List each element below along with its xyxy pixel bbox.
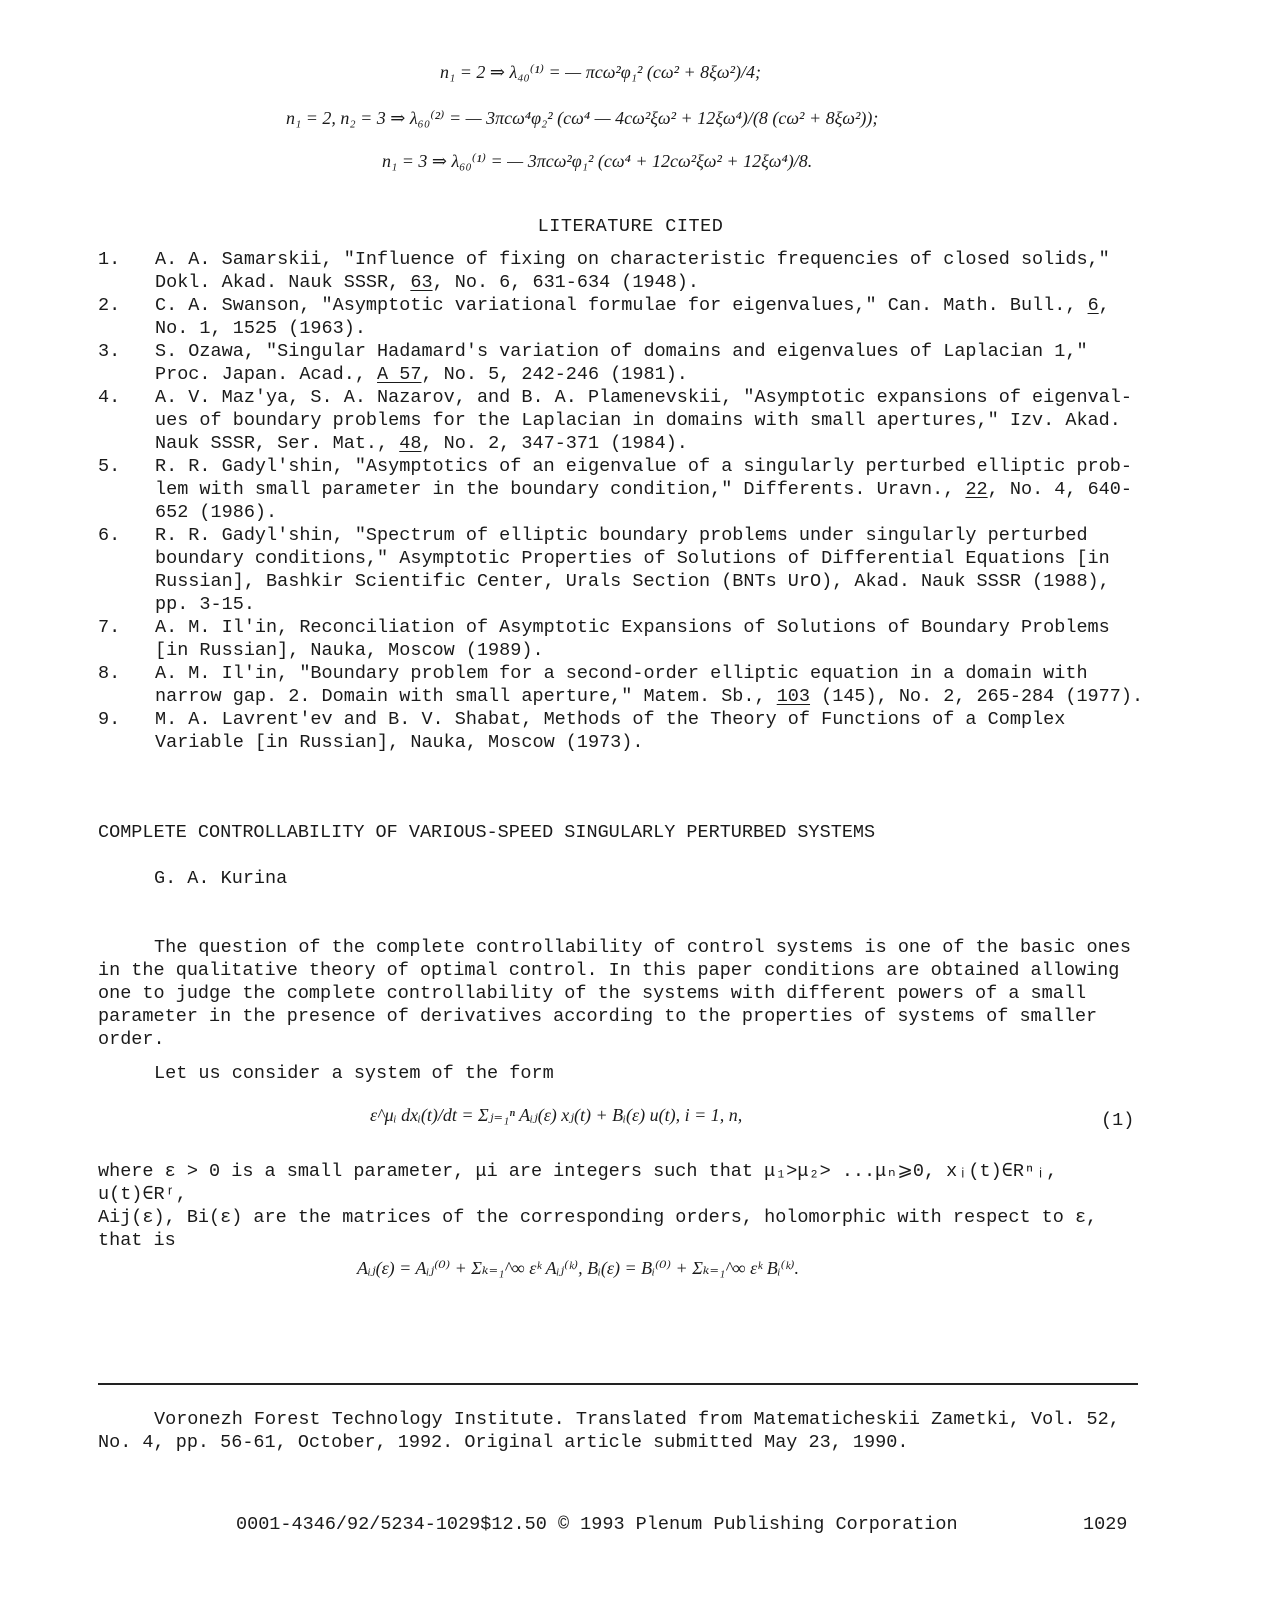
formula-n1-2: n₁ = 2 ⇒ λ₄₀⁽¹⁾ = — πcω²φ₁² (cω² + 8ξω²)/4;	[440, 62, 761, 82]
reference-item	[98, 248, 1178, 294]
reference-number: 8.	[98, 663, 121, 684]
reference-volume: 63	[410, 272, 433, 293]
article-title: COMPLETE CONTROLLABILITY OF VARIOUS-SPEED SINGULARLY PERTURBED SYSTEMS	[98, 822, 876, 843]
equation-1: ε^μᵢ dxᵢ(t)/dt = Σⱼ₌₁ⁿ Aᵢⱼ(ε) xⱼ(t) + Bᵢ(ε) u(t), i = 1, n,	[370, 1105, 743, 1125]
reference-text-part: , No. 4, 640- 652 (1986).	[155, 479, 1132, 523]
reference-text	[155, 294, 1178, 340]
reference-item	[98, 294, 1178, 340]
intro-paragraph: The question of the complete controllability of control systems is one of the basic ones in the qualitative theory of optimal control. In this paper conditions are obtained allowing one to judge the complete controllability of the systems with different powers of a small parameter in the presence of derivatives according to the properties of systems of smaller order.	[98, 937, 1131, 1050]
reference-number: 2.	[98, 295, 121, 316]
reference-text	[155, 524, 1178, 616]
reference-number: 6.	[98, 525, 121, 546]
formula-n1-3: n₁ = 3 ⇒ λ₆₀⁽¹⁾ = — 3πcω²φ₁² (cω⁴ + 12cω²ξω² + 12ξω⁴)/8.	[382, 151, 813, 171]
reference-text	[155, 455, 1178, 524]
reference-text-part: R. R. Gadyl'shin, "Spectrum of elliptic boundary problems under singularly perturbed boundary conditions," Asymptotic Properties of Solutions of Differential Equations [in Russian], Bashkir Scientific Center, Urals Section (BNTs UrO), Akad. Nauk SSSR (1988), pp. 3-15.	[155, 525, 1110, 615]
reference-text	[155, 248, 1178, 294]
reference-text	[155, 616, 1178, 662]
system-intro-paragraph: Let us consider a system of the form	[154, 1063, 554, 1084]
reference-text-part: , No. 2, 347-371 (1984).	[421, 433, 688, 454]
equation-2: Aᵢⱼ(ε) = Aᵢⱼ⁽⁰⁾ + Σₖ₌₁^∞ εᵏ Aᵢⱼ⁽ᵏ⁾, Bᵢ(ε) = Bᵢ⁽⁰⁾ + Σₖ₌₁^∞ εᵏ Bᵢ⁽ᵏ⁾.	[357, 1258, 800, 1278]
reference-item	[98, 340, 1178, 386]
reference-number: 5.	[98, 456, 121, 477]
reference-text-part: , No. 5, 242-246 (1981).	[421, 364, 688, 385]
reference-text-part: A. A. Samarskii, "Influence of fixing on characteristic frequencies of closed solids," Dokl. Akad. Nauk SSSR,	[155, 249, 1110, 293]
literature-heading: LITERATURE CITED	[537, 216, 724, 237]
reference-text-part: M. A. Lavrent'ev and B. V. Shabat, Methods of the Theory of Functions of a Complex Variable [in Russian], Nauka, Moscow (1973).	[155, 709, 1066, 753]
reference-volume: 48	[399, 433, 422, 454]
equation-number: (1)	[1101, 1110, 1135, 1131]
reference-item	[98, 524, 1178, 616]
reference-item	[98, 708, 1178, 754]
footnote: Voronezh Forest Technology Institute. Translated from Matematicheskii Zametki, Vol. 52, No. 4, pp. 56-61, October, 1992. Original article submitted May 23, 1990.	[98, 1409, 1120, 1453]
formula-n1-2-n2-3: n₁ = 2, n₂ = 3 ⇒ λ₆₀⁽²⁾ = — 3πcω⁴φ₂² (cω⁴ — 4cω²ξω² + 12ξω⁴)/(8 (cω² + 8ξω²));	[286, 108, 879, 128]
reference-text-part: , No. 1, 1525 (1963).	[155, 295, 1110, 339]
reference-item	[98, 662, 1178, 708]
reference-text-part: A. M. Il'in, "Boundary problem for a second-order elliptic equation in a domain with narrow gap. 2. Domain with small aperture," Matem. Sb.,	[155, 663, 1088, 707]
reference-text-part: A. V. Maz'ya, S. A. Nazarov, and B. A. Plamenevskii, "Asymptotic expansions of eigenval- ues of boundary problems for the Laplacian in domains with small apertures," Izv. Akad. Nauk SSSR, Ser. Mat.,	[155, 387, 1132, 454]
reference-volume: 103	[776, 686, 811, 707]
reference-item	[98, 616, 1178, 662]
reference-number: 1.	[98, 249, 121, 270]
reference-item	[98, 386, 1178, 455]
reference-list	[98, 248, 1178, 754]
page-number: 1029	[1083, 1514, 1128, 1535]
reference-text	[155, 662, 1178, 708]
reference-text	[155, 386, 1178, 455]
copyright-line: 0001-4346/92/5234-1029$12.50 © 1993 Plenum Publishing Corporation	[236, 1514, 958, 1535]
reference-text	[155, 708, 1178, 754]
author-name: G. A. Kurina	[154, 868, 288, 889]
reference-volume: A 57	[377, 364, 422, 385]
reference-text-part: , No. 6, 631-634 (1948).	[432, 272, 700, 293]
reference-text-part: A. M. Il'in, Reconciliation of Asymptotic Expansions of Solutions of Boundary Problems [in Russian], Nauka, Moscow (1989).	[155, 617, 1110, 661]
footnote-divider	[98, 1383, 1138, 1385]
reference-text-part: C. A. Swanson, "Asymptotic variational formulae for eigenvalues," Can. Math. Bull.,	[155, 295, 1088, 316]
reference-number: 3.	[98, 341, 121, 362]
reference-text-part: (145), No. 2, 265-284 (1977).	[810, 686, 1144, 707]
reference-number: 4.	[98, 387, 121, 408]
definitions-paragraph: where ε > 0 is a small parameter, μi are integers such that μ₁>μ₂> ...μₙ⩾0, xᵢ(t)∈Rⁿᵢ, u(t)∈Rʳ, Aij(ε), Bi(ε) are the matrices of the corresponding orders, holomorphic with respect to ε, that is	[98, 1161, 1098, 1251]
reference-volume: 6	[1087, 295, 1099, 316]
reference-text-part: S. Ozawa, "Singular Hadamard's variation of domains and eigenvalues of Laplacian 1," Proc. Japan. Acad.,	[155, 341, 1088, 385]
reference-text	[155, 340, 1178, 386]
reference-number: 9.	[98, 709, 121, 730]
reference-number: 7.	[98, 617, 121, 638]
reference-volume: 22	[965, 479, 988, 500]
reference-item	[98, 455, 1178, 524]
reference-text-part: R. R. Gadyl'shin, "Asymptotics of an eigenvalue of a singularly perturbed elliptic prob- lem with small parameter in the boundary condition," Differents. Uravn.,	[155, 456, 1132, 500]
